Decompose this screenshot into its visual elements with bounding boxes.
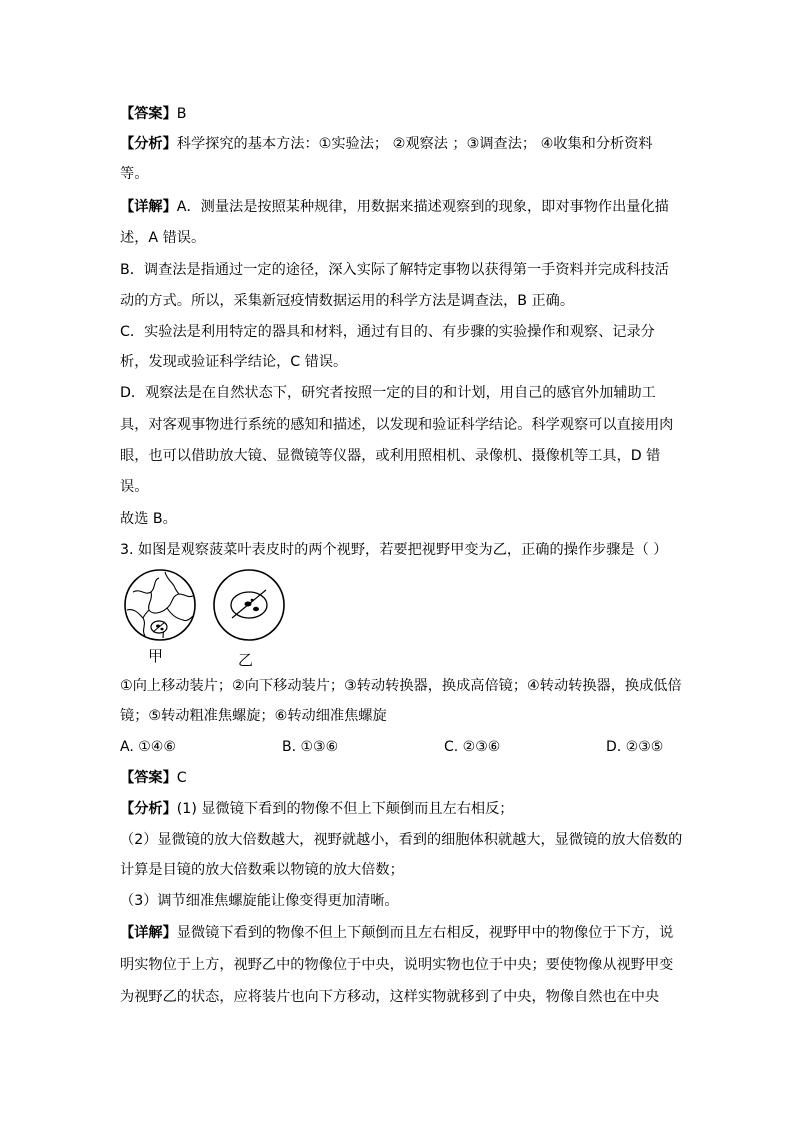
option-d-line-4: 误。: [120, 479, 149, 495]
analysis-2-line-2: （2）显微镜的放大倍数越大，视野就越小，看到的细胞体积就越大，显微镜的放大倍数的: [120, 832, 683, 848]
answer-tag: 【答案】: [120, 106, 177, 122]
analysis-2-line-3: 计算是目镜的放大倍数乘以物镜的放大倍数；: [120, 862, 404, 878]
analysis-line-1: [120, 134, 653, 154]
detail-2-text: 显微镜下看到的物像不但上下颠倒而且左右相反，视野甲中的物像位于下方，说: [176, 925, 674, 941]
answer-value: B: [176, 106, 187, 122]
choice-b: B. ①③⑥: [282, 739, 339, 755]
detail-2-line-3: 为视野乙的状态，应将装片也向下方移动，这样实物就移到了中央，物像自然也在中央: [120, 989, 660, 1005]
detail-line-1: [120, 197, 669, 217]
analysis-tag-2: 【分析】: [120, 801, 177, 817]
option-b-line-2: 动的方式。所以，采集新冠疫情数据运用的科学方法是调查法，B 正确。: [120, 293, 575, 309]
field-of-view-yi: [212, 568, 286, 642]
detail-2-line-1: [120, 923, 673, 943]
analysis-tag: 【分析】: [120, 136, 177, 152]
choice-c: C. ②③⑥: [444, 739, 501, 755]
detail-tag: 【详解】: [120, 199, 177, 215]
field-of-view-jia: [123, 568, 197, 642]
figure-caption-jia: 甲: [148, 647, 164, 665]
answer-line-2: [120, 768, 187, 788]
option-d-line-1: D．观察法是在自然状态下，研究者按照一定的目的和计划，用自己的感官外加辅助工: [120, 385, 656, 401]
analysis-line-2: 等。: [120, 166, 149, 182]
detail-text: A．测量法是按照某种规律，用数据来描述观察到的现象，即对事物作出量化描: [176, 199, 669, 215]
option-c-line-2: 析，发现或验证科学结论，C 错误。: [120, 354, 348, 370]
detail-2-line-2: 明实物位于上方，视野乙中的物像位于中央，说明实物也位于中央；要使物像从视野甲变: [120, 957, 674, 973]
choice-a: A. ①④⑥: [120, 739, 176, 755]
option-d-line-2: 具，对客观事物进行系统的感知和描述，以发现和验证科学结论。科学观察可以直接用肉: [120, 417, 674, 433]
detail-tag-2: 【详解】: [120, 925, 177, 941]
analysis-2-line-4: （3）调节细准焦螺旋能让像变得更加清晰。: [120, 893, 399, 909]
steps-line-1: ①向上移动装片；②向下移动装片；③转动转换器，换成高倍镜；④转动转换器，换成低倍: [120, 678, 682, 694]
option-d-line-3: 眼，也可以借助放大镜、显微镜等仪器，或利用照相机、录像机、摄像机等工具，D 错: [120, 448, 661, 464]
figure-caption-yi: 乙: [238, 651, 254, 669]
answer-value-2: C: [176, 770, 187, 786]
analysis-text: 科学探究的基本方法：①实验法； ②观察法 ；③调查法； ④收集和分析资料: [176, 136, 653, 152]
question-3-stem: 3. 如图是观察菠菜叶表皮时的两个视野，若要把视野甲变为乙，正确的操作步骤是（ ）: [120, 542, 668, 558]
answer-tag-2: 【答案】: [120, 770, 177, 786]
option-c-line-1: C．实验法是利用特定的器具和材料，通过有目的、有步骤的实验操作和观察、记录分: [120, 324, 655, 340]
choose-line: 故选 B。: [120, 511, 177, 527]
answer-line-1: [120, 104, 187, 124]
analysis-2-text: (1) 显微镜下看到的物像不但上下颠倒而且左右相反；: [176, 801, 514, 817]
option-b-line-1: B．调查法是指通过一定的途径，深入实际了解特定事物以获得第一手资料并完成科技活: [120, 262, 669, 278]
detail-line-2: 述，A 错误。: [120, 230, 206, 246]
steps-line-2: 镜；⑤转动粗准焦螺旋；⑥转动细准焦螺旋: [120, 708, 387, 724]
analysis-2-line-1: [120, 799, 514, 819]
choice-d: D. ②③⑤: [606, 739, 664, 755]
